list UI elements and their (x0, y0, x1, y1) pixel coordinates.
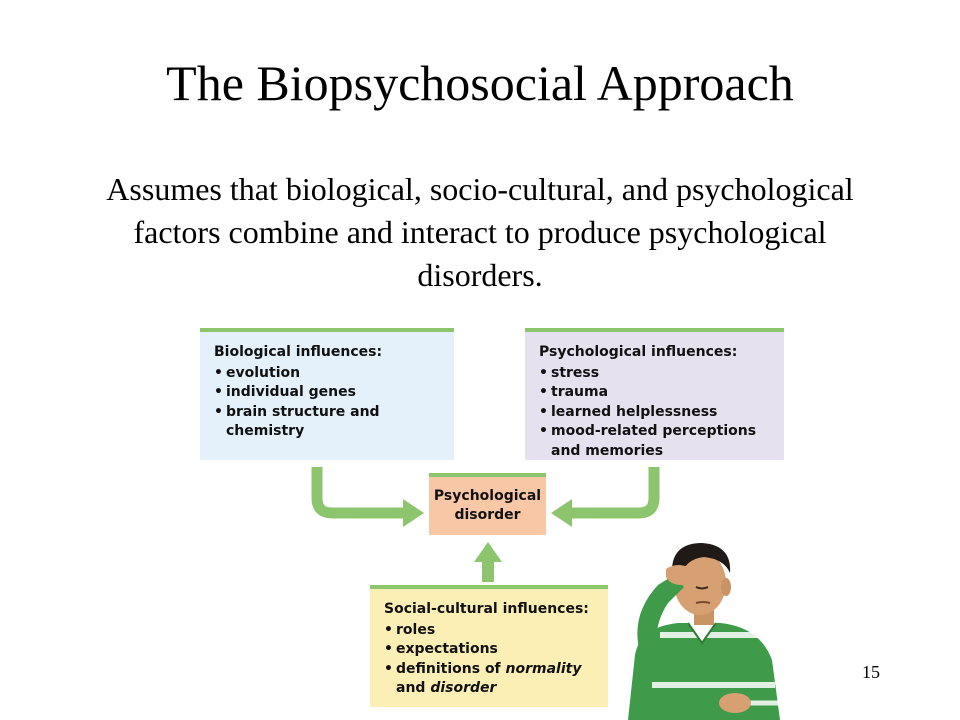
biological-influences-box (200, 328, 454, 460)
list-item: • evolution (214, 364, 442, 384)
social-cultural-influences-box (370, 585, 608, 707)
arrow-social-head (474, 542, 502, 562)
list-item: • brain structure and chemistry (214, 403, 442, 442)
list-item: • roles (384, 621, 600, 641)
list-item (384, 660, 600, 699)
list-item: • stress (539, 364, 774, 384)
item-text: and (396, 680, 431, 696)
biological-heading: Biological influences: (214, 344, 383, 360)
list-item: • mood-related perceptions and memories (539, 422, 774, 461)
item-text: definitions of (396, 660, 506, 677)
slide-title: The Biopsychosocial Approach (166, 55, 794, 111)
biological-list (214, 364, 442, 442)
distressed-person-illustration (600, 535, 790, 720)
psychological-influences-box (525, 328, 784, 460)
list-item: • expectations (384, 640, 600, 660)
psychological-disorder-box (429, 473, 546, 535)
arrow-psychological (570, 467, 654, 513)
social-cultural-heading: Social-cultural influences: (384, 601, 589, 617)
psychological-heading: Psychological influences: (539, 344, 738, 360)
item-italic-normality: normality (505, 660, 582, 677)
psychological-disorder-label: Psychological disorder (433, 488, 542, 523)
arrow-psychological-head (551, 499, 572, 527)
page-number: 15 (862, 662, 880, 682)
arrow-biological (317, 467, 405, 513)
list-item: • learned helplessness (539, 403, 774, 423)
arrow-biological-head (403, 499, 424, 527)
slide-subtitle: Assumes that biological, socio-cultural, and psychological factors combine and interact to produce psychological disorders. (106, 171, 854, 293)
list-item: • individual genes (214, 383, 442, 403)
psychological-list (539, 364, 774, 462)
list-item: • trauma (539, 383, 774, 403)
social-cultural-list (384, 621, 600, 699)
item-italic-disorder: disorder (430, 680, 497, 696)
arrow-social-shaft (482, 560, 494, 582)
